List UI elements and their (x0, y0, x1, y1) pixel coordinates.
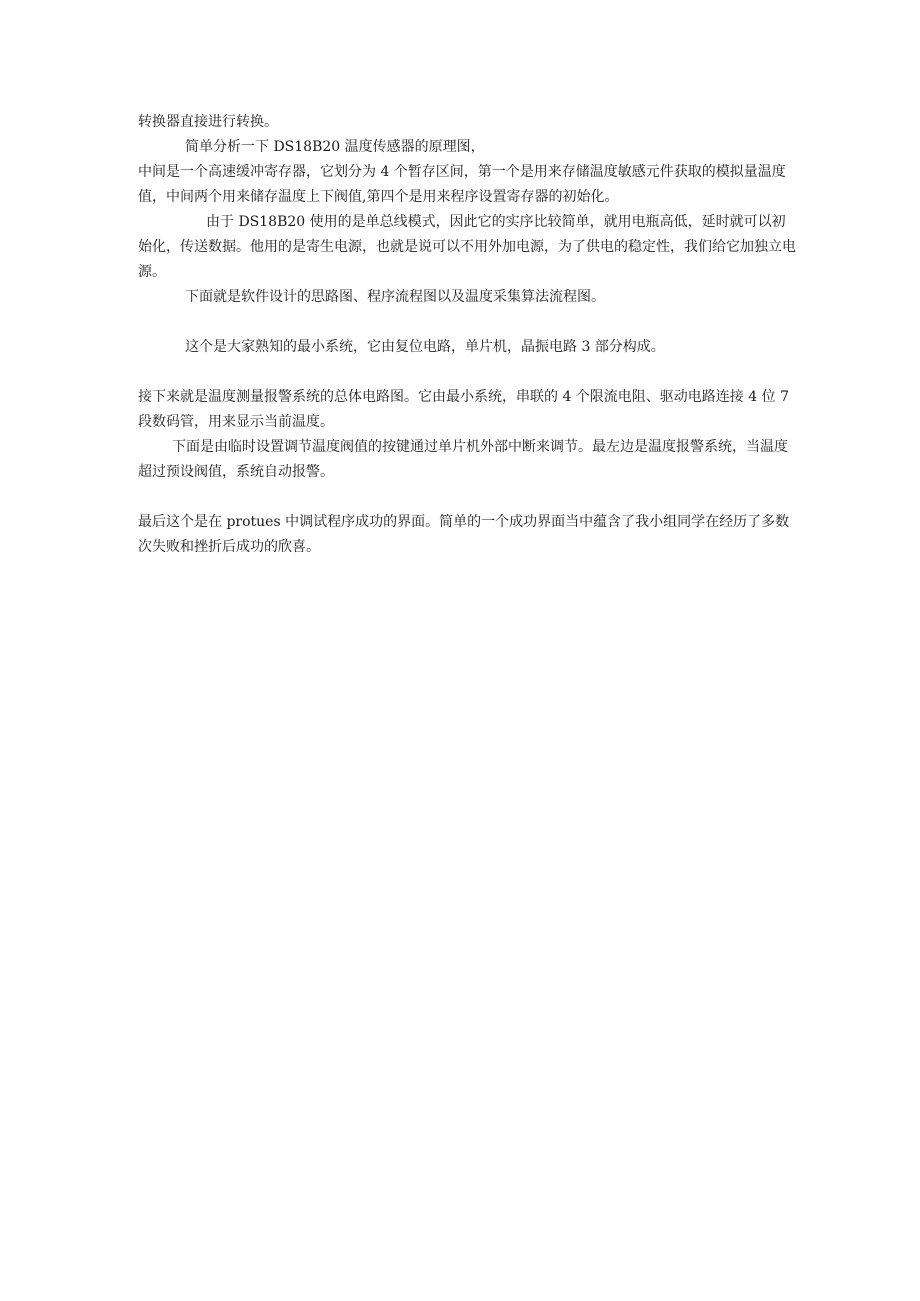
paragraph-3: 中间是一个高速缓冲寄存器，它划分为 4 个暂存区间，第一个是用来存储温度敏感元件获取的模拟量温度值，中间两个用来储存温度上下阀值,第四个是用来程序设置寄存器的初始化。 (138, 164, 786, 205)
spacer (138, 485, 798, 510)
paragraph-9: 最后这个是在 protues 中调试程序成功的界面。简单的一个成功界面当中蕴含了我小组同学在经历了多数次失败和挫折后成功的欣喜。 (138, 514, 790, 555)
spacer (138, 310, 798, 335)
paragraph-1: 转换器直接进行转换。 (138, 114, 278, 130)
paragraph-6: 这个是大家熟知的最小系统，它由复位电路，单片机，晶振电路 3 部分构成。 (185, 339, 665, 355)
paragraph-8: 下面是由临时设置调节温度阀值的按键通过单片机外部中断来调节。最左边是温度报警系统，当温度超过预设阀值，系统自动报警。 (138, 439, 788, 480)
document-body (138, 110, 798, 560)
paragraph-4: 由于 DS18B20 使用的是单总线模式，因此它的实序比较简单，就用电瓶高低，延时就可以初始化，传送数据。他用的是寄生电源，也就是说可以不用外加电源，为了供电的稳定性，我们给它加独立电源。 (138, 214, 796, 280)
spacer (138, 360, 798, 385)
paragraph-5: 下面就是软件设计的思路图、程序流程图以及温度采集算法流程图。 (185, 289, 605, 305)
paragraph-7: 接下来就是温度测量报警系统的总体电路图。它由最小系统，串联的 4 个限流电阻、驱动电路连接 4 位 7 段数码管，用来显示当前温度。 (138, 389, 789, 430)
paragraph-2: 简单分析一下 DS18B20 温度传感器的原理图， (185, 139, 485, 155)
